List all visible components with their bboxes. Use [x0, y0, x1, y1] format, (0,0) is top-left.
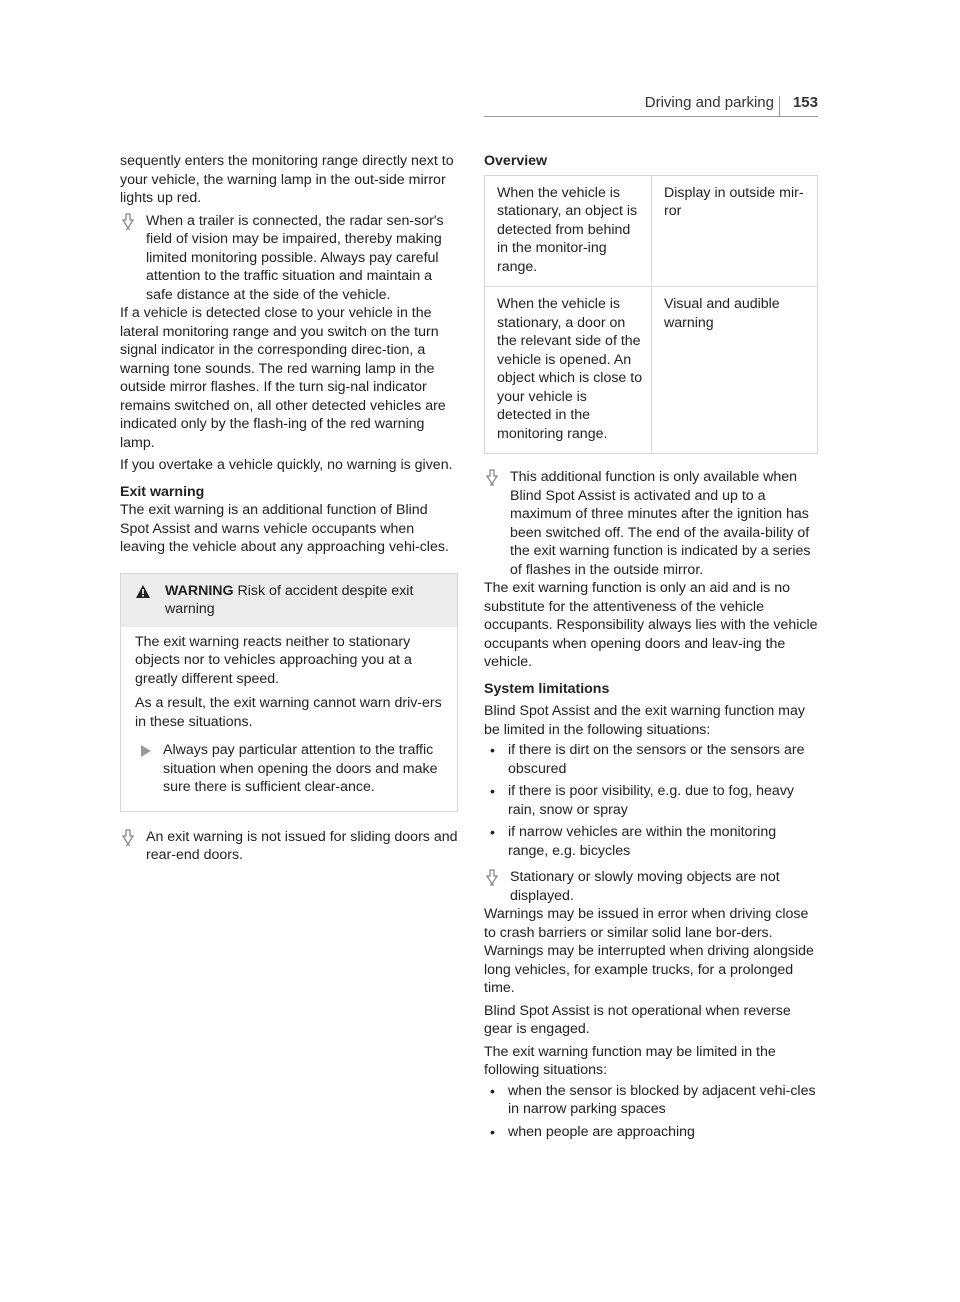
paragraph: Blind Spot Assist is not operational when reverse gear is engaged.: [484, 1002, 791, 1037]
table-cell: When the vehicle is stationary, an object is detected from behind in the monitor-ing range.: [485, 175, 652, 287]
action-arrow-icon: [141, 744, 151, 763]
paragraph: The exit warning is an additional function of Blind Spot Assist and warns vehicle occupants when leaving the vehicle about any approaching vehi-cles.: [120, 502, 449, 555]
paragraph: Warnings may be issued in error when driving close to crash barriers or similar solid lane bor-ders. Warnings may be interrupted when driving alongside long vehicles, for example trucks, for a prolonged time.: [484, 906, 814, 996]
list-item: • if there is dirt on the sensors or the sensors are obscured: [490, 742, 805, 777]
page-header: [484, 94, 818, 118]
warning-body: [121, 627, 457, 811]
section-title: Driving and parking: [644, 94, 774, 111]
paragraph: sequently enters the monitoring range directly next to your vehicle, the warning lamp in the out-side mirror lights up red.: [120, 153, 454, 206]
bullet-dot: •: [490, 1124, 495, 1141]
bullet-dot: •: [490, 784, 495, 800]
note: [484, 468, 818, 579]
bullet-dot: •: [490, 825, 495, 841]
note: [484, 868, 818, 905]
paragraph: The exit warning function may be limited in the following situations:: [484, 1043, 776, 1078]
header-divider: [779, 96, 780, 116]
warning-text: The exit warning reacts neither to stationary objects nor to vehicles approaching you at a greatly different speed.: [135, 633, 412, 687]
left-column: [120, 152, 458, 865]
overview-table: [484, 175, 818, 455]
note-text: This additional function is only available when Blind Spot Assist is activated and up to a maximum of three minutes after the ignition has been switched off. The end of the availa-bility of the exit warning function is indicated by a series of flashes in the outside mirror.: [510, 469, 811, 578]
page-number: 153: [792, 94, 818, 111]
note-icon: [120, 212, 136, 230]
warning-action: [135, 741, 445, 797]
section-heading: System limitations: [484, 680, 610, 697]
section-heading: Exit warning: [120, 483, 205, 500]
bullet-list: [484, 1082, 818, 1142]
right-column: [484, 152, 818, 1145]
note: [120, 212, 458, 305]
warning-triangle-icon: [135, 584, 151, 619]
table-row: [485, 287, 818, 454]
action-text: Always pay particular attention to the traffic situation when opening the doors and make sure there is sufficient clear-ance.: [163, 742, 438, 795]
header-rule: [484, 116, 818, 117]
paragraph: The exit warning function is only an aid and is no substitute for the attentiveness of the vehicle occupants. Responsibility always lies with the vehicle occupants when opening doors and leav-ing the vehicle.: [484, 580, 818, 670]
list-item: • if there is poor visibility, e.g. due to fog, heavy rain, snow or spray: [490, 783, 795, 818]
note-icon: [120, 828, 136, 846]
warning-text: As a result, the exit warning cannot warn driv-ers in these situations.: [135, 695, 442, 730]
table-cell: Display in outside mir-ror: [652, 175, 818, 287]
note-text: Stationary or slowly moving objects are not displayed.: [510, 869, 780, 904]
bullet-dot: •: [490, 1083, 495, 1100]
bullet-list: [484, 741, 818, 860]
note-text: An exit warning is not issued for sliding doors and rear-end doors.: [146, 828, 458, 863]
paragraph: If a vehicle is detected close to your vehicle in the lateral monitoring range and you switch on the turn signal indicator in the corresponding direc-tion, a warning tone sounds. The red warning lamp in the outside mirror flashes. If the turn sig-nal indicator remains switched on, all other detected vehicles are indicated only by the flash-ing of the red warning lamp.: [120, 305, 446, 451]
paragraph: Blind Spot Assist and the exit warning function may be limited in the following situations:: [484, 703, 805, 738]
table-cell: When the vehicle is stationary, a door on the relevant side of the vehicle is opened. An object which is close to your vehicle is detected in the monitoring range.: [485, 287, 652, 454]
warning-box: [120, 573, 458, 812]
note: [120, 828, 458, 865]
warning-label: WARNING: [165, 582, 234, 599]
bullet-dot: •: [490, 743, 495, 759]
note-icon: [484, 868, 500, 886]
note-icon: [484, 468, 500, 486]
list-item: • if narrow vehicles are within the monitoring range, e.g. bicycles: [490, 824, 777, 859]
list-item: • when people are approaching: [490, 1123, 695, 1141]
note-text: When a trailer is connected, the radar sen-sor's field of vision may be impaired, thereby making limited monitoring possible. Always pay careful attention to the traffic situation and maintain a safe distance at the side of the vehicle.: [146, 212, 444, 303]
paragraph: If you overtake a vehicle quickly, no warning is given.: [120, 457, 453, 473]
section-heading: Overview: [484, 153, 548, 169]
warning-header: [121, 574, 457, 627]
list-item: • when the sensor is blocked by adjacent vehi-cles in narrow parking spaces: [490, 1082, 816, 1117]
table-cell: Visual and audible warning: [652, 287, 818, 454]
warning-title: Risk of accident despite exit warning: [165, 582, 414, 617]
table-row: [485, 175, 818, 287]
